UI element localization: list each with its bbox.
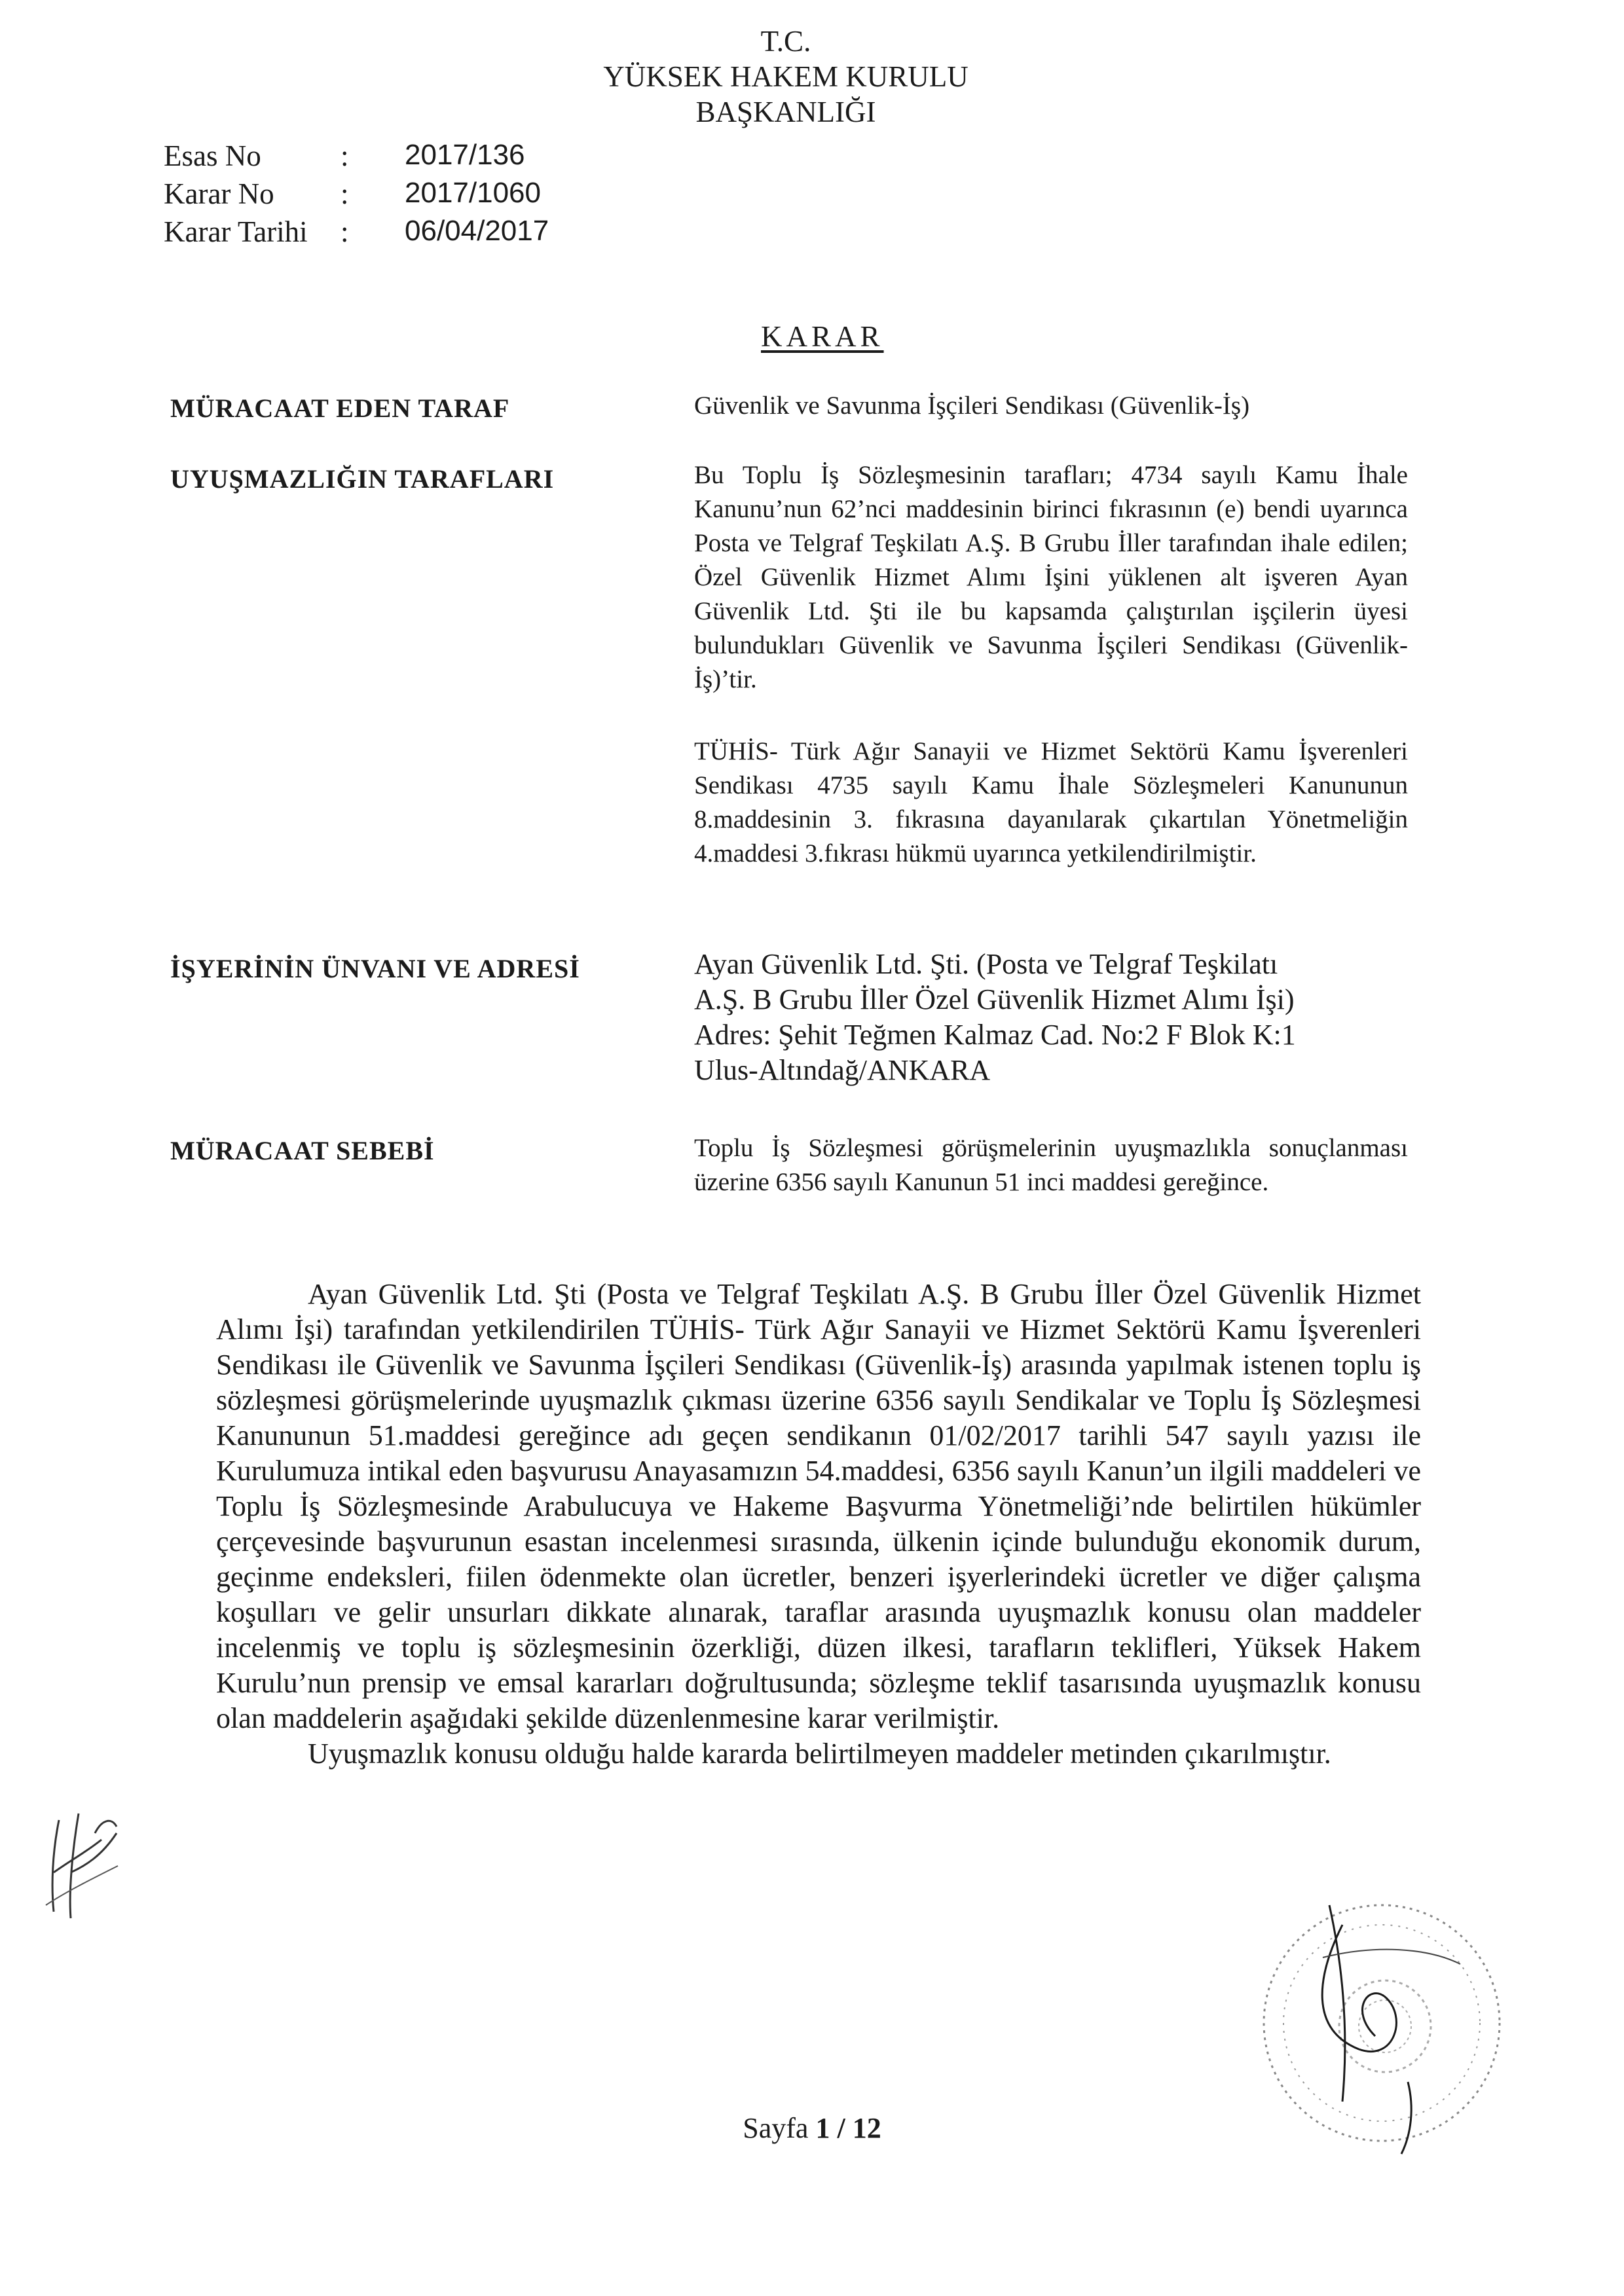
isyeri-unvan-text	[694, 947, 1408, 1088]
document-title: KARAR	[761, 320, 884, 353]
body-paragraph-1: Ayan Güvenlik Ltd. Şti (Posta ve Telgraf Teşkilatı A.Ş. B Grubu İller Özel Güvenlik Hizmet Alımı İşi) tarafından yetkilendirilen TÜHİS- Türk Ağır Sanayii ve Hizmet Sektörü Kamu İşverenleri Sendikası ile Güvenlik ve Savunma İşçileri Sendikası (Güvenlik-İş) arasında yapılmak istenen toplu iş sözleşmesi görüşmelerinde uyuşmazlık çıkması üzerine 6356 sayılı Sendikalar ve Toplu İş Sözleşmesi Kanununun 51.maddesi gereğince adı geçen sendikanın 01/02/2017 tarihli 547 sayılı yazısı ile Kurulumuza intikal eden başvurusu Anayasamızın 54.maddesi, 6356 sayılı Kanun’un ilgili maddeleri ve Toplu İş Sözleşmesinde Arabulucuya ve Hakeme Başvurma Yönetmeliği’nde belirtilen hükümler çerçevesinde başvurunun esastan incelenmesi sırasında, ülkenin içinde bulunduğu ekonomik durum, geçinme endeksleri, fiilen ödenmekte olan ücretler, benzeri işyerlerindeki ücretler ve diğer çalışma koşulları ve gelir unsurları dikkate alınarak, taraflar arasında uyuşmazlık konusu olan maddeler incelenmiş ve toplu iş sözleşmesinin özerkliği, düzen ilkesi, tarafların teklifleri, Yüksek Hakem Kurulu’nun prensip ve emsal kararları doğrultusunda; sözleşme teklif tasarısında uyuşmazlık konusu olan maddelerin aşağıdaki şekilde düzenlenmesine karar verilmiştir.	[216, 1278, 1421, 1734]
body-paragraph-2: Uyuşmazlık konusu olduğu halde kararda belirtilmeyen maddeler metinden çıkarılmıştır.	[308, 1738, 1331, 1770]
karar-no-colon: :	[341, 177, 349, 210]
official-seal-stamp	[1244, 1886, 1519, 2160]
isyeri-line-1: Ayan Güvenlik Ltd. Şti. (Posta ve Telgraf Teşkilatı	[694, 948, 1278, 980]
taraflar-paragraph-2: TÜHİS- Türk Ağır Sanayii ve Hizmet Sektörü Kamu İşverenleri Sendikası 4735 sayılı Kamu İhale Sözleşmeleri Kanununun 8.maddesinin 3. fıkrasına dayanılarak çıkartılan Yönetmeliğin 4.maddesi 3.fıkrası hükmü uyarınca yetkilendirilmiştir.	[694, 737, 1408, 867]
karar-tarihi-colon: :	[341, 215, 349, 248]
handwritten-initials	[39, 1794, 124, 1925]
esas-no-label: Esas No	[164, 139, 261, 172]
muracaat-eden-text: Güvenlik ve Savunma İşçileri Sendikası (Güvenlik-İş)	[694, 392, 1250, 420]
isyeri-unvan-label: İŞYERİNİN ÜNVANI VE ADRESİ	[170, 954, 580, 983]
esas-no-colon: :	[341, 139, 349, 172]
page-number	[694, 2111, 930, 2145]
uyusmazlik-taraflari-text	[694, 458, 1408, 909]
taraflar-paragraph-1: Bu Toplu İş Sözleşmesinin tarafları; 4734 sayılı Kamu İhale Kanunu’nun 62’nci maddesinin birinci fıkrasının (e) bendi uyarınca Posta ve Telgraf Teşkilatı A.Ş. B Grubu İller tarafından ihale edilen; Özel Güvenlik Hizmet Alımı İşini yüklenen alt işveren Ayan Güvenlik Ltd. Şti ile bu kapsamda çalıştırılan işçilerin üyesi bulundukları Güvenlik ve Savunma İşçileri Sendikası (Güvenlik-İş)’tir.	[694, 461, 1408, 693]
isyeri-line-2: A.Ş. B Grubu İller Özel Güvenlik Hizmet Alımı İşi)	[694, 983, 1295, 1015]
karar-no-label: Karar No	[164, 177, 274, 210]
karar-tarihi-value: 06/04/2017	[405, 215, 549, 247]
page-prefix: Sayfa	[743, 2112, 809, 2144]
karar-no-value: 2017/1060	[405, 177, 541, 209]
page-current: 1	[815, 2112, 830, 2144]
muracaat-eden-label: MÜRACAAT EDEN TARAF	[170, 393, 510, 423]
karar-tarihi-label: Karar Tarihi	[164, 215, 308, 248]
muracaat-sebebi-label: MÜRACAAT SEBEBİ	[170, 1136, 435, 1165]
uyusmazlik-taraflari-label: UYUŞMAZLIĞIN TARAFLARI	[170, 464, 555, 494]
muracaat-sebebi-text: Toplu İş Sözleşmesi görüşmelerinin uyuşmazlıkla sonuçlanması üzerine 6356 sayılı Kanunun 51 inci maddesi gereğince.	[694, 1134, 1408, 1196]
page-separator: /	[837, 2112, 845, 2144]
esas-no-value: 2017/136	[405, 139, 525, 171]
header-presidency: BAŞKANLIĞI	[695, 96, 876, 128]
page-total: 12	[852, 2112, 881, 2144]
header-tc: T.C.	[760, 25, 811, 58]
header-institution: YÜKSEK HAKEM KURULU	[603, 60, 969, 93]
decision-body	[216, 1277, 1421, 1772]
isyeri-address-line: Adres: Şehit Teğmen Kalmaz Cad. No:2 F Blok K:1	[694, 1019, 1296, 1051]
isyeri-city-line: Ulus-Altındağ/ANKARA	[694, 1054, 991, 1086]
